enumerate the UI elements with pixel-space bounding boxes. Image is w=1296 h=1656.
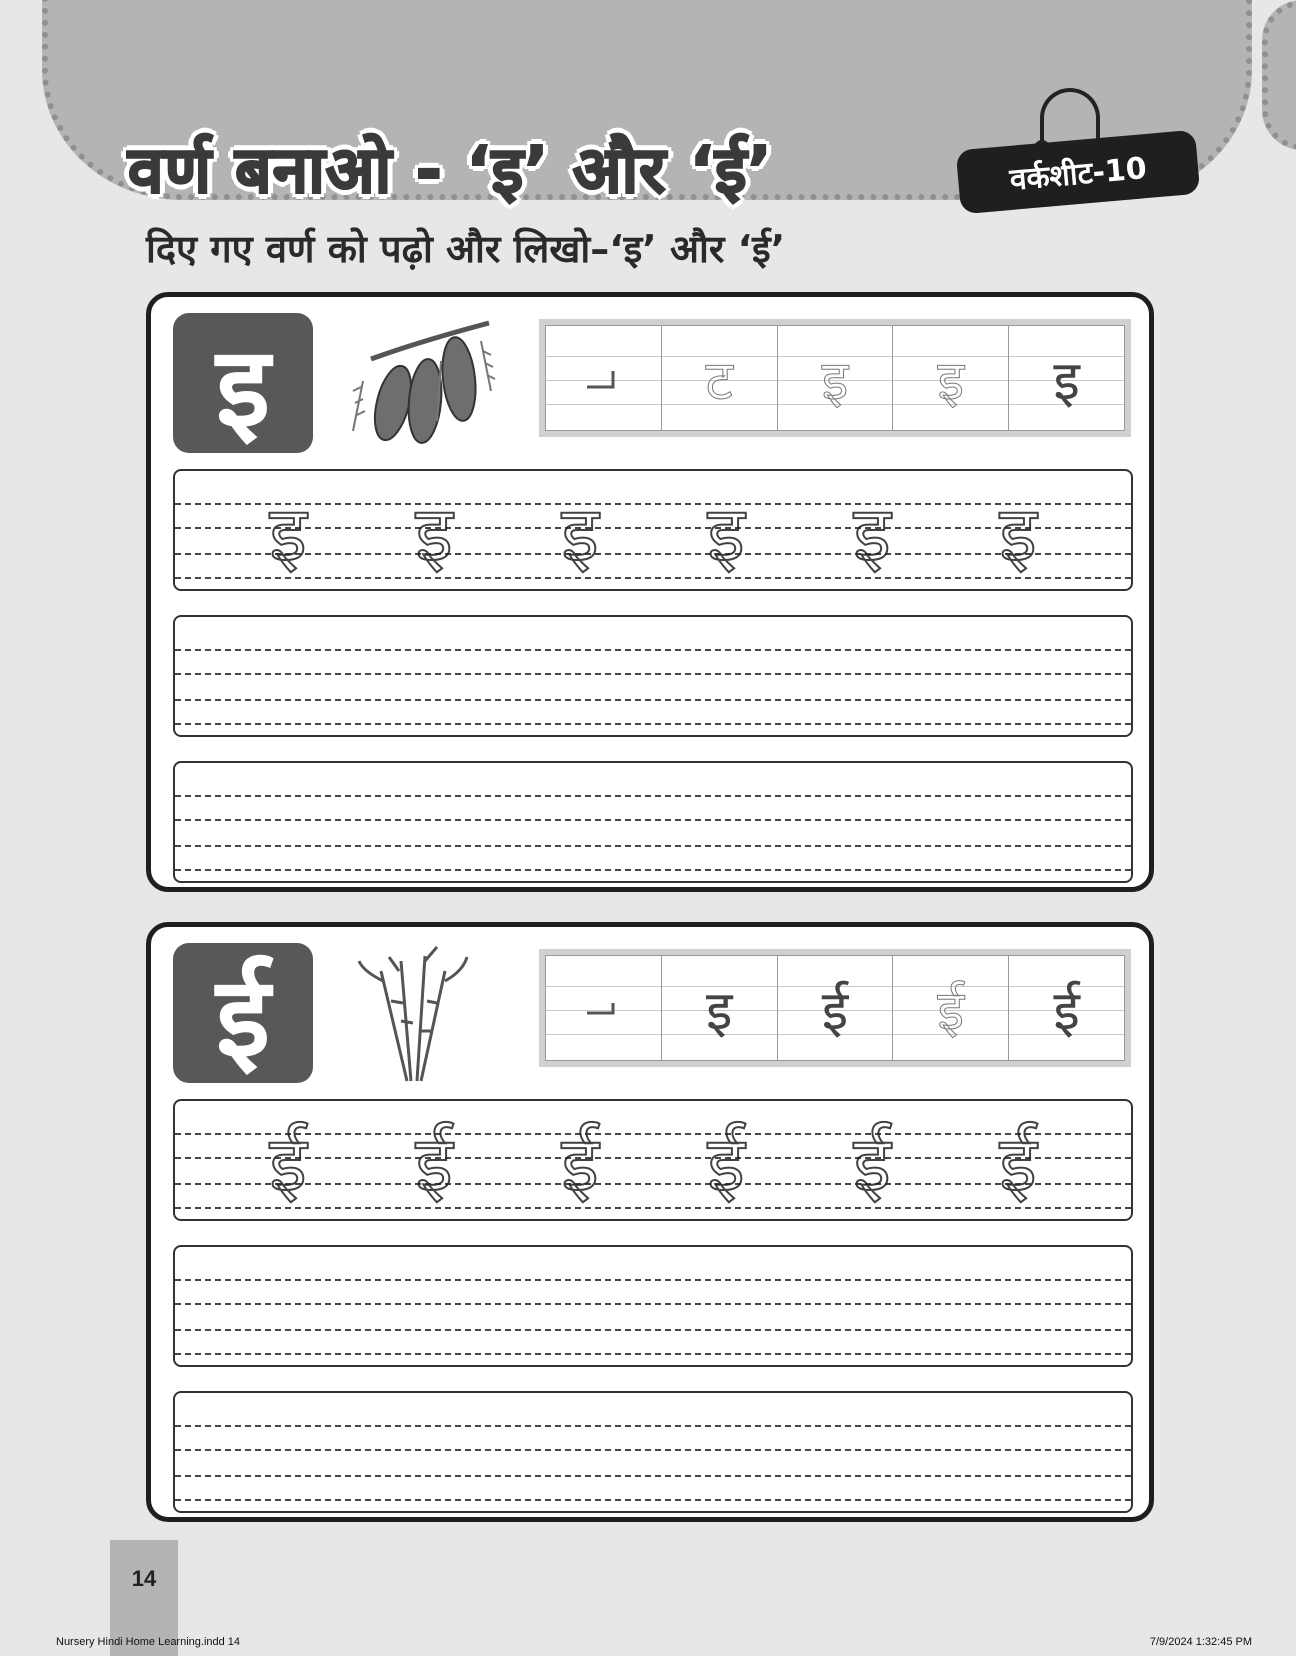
stroke-step: इ xyxy=(1053,349,1080,412)
trace-letter: ई xyxy=(853,1119,891,1208)
writing-line-box[interactable] xyxy=(173,761,1133,883)
stroke-step: इ xyxy=(778,326,894,430)
stroke-step: ई xyxy=(893,956,1009,1060)
stroke-step xyxy=(546,956,662,1060)
stroke-order-grid xyxy=(539,319,1131,437)
header-cloud-edge xyxy=(1262,0,1296,150)
trace-letter: ई xyxy=(561,1119,599,1208)
stroke-order-grid xyxy=(539,949,1131,1067)
footer-file-name: Nursery Hindi Home Learning.indd 14 xyxy=(56,1636,241,1648)
stroke-step: इ xyxy=(893,326,1009,430)
stroke-start-mark xyxy=(583,363,623,393)
trace-line-box[interactable] xyxy=(173,1099,1133,1221)
stroke-start-mark xyxy=(583,993,623,1023)
letter-tile: ई xyxy=(173,943,313,1083)
stroke-step: ट xyxy=(662,326,778,430)
stroke-step: इ xyxy=(662,956,778,1060)
trace-letter: ई xyxy=(269,1119,307,1208)
stroke-step xyxy=(546,326,662,430)
writing-line-box[interactable] xyxy=(173,1391,1133,1513)
page-number: 14 xyxy=(131,1566,157,1591)
trace-letter: ई xyxy=(999,1119,1037,1208)
imli-tamarind-icon xyxy=(341,311,501,456)
trace-line-box[interactable] xyxy=(173,469,1133,591)
trace-letter: ई xyxy=(415,1119,453,1208)
stroke-step: ई xyxy=(778,956,894,1060)
trace-letter: इ xyxy=(853,489,891,578)
trace-letter: इ xyxy=(707,489,745,578)
worksheet-tag xyxy=(958,88,1198,228)
writing-line-box[interactable] xyxy=(173,1245,1133,1367)
stroke-step: ई xyxy=(1053,979,1080,1042)
trace-letter: इ xyxy=(269,489,307,578)
letter-panel-ii xyxy=(146,922,1154,1522)
letter-panel-i xyxy=(146,292,1154,892)
footer-timestamp: 7/9/2024 1:32:45 PM xyxy=(1149,1636,1252,1648)
trace-letter: इ xyxy=(415,489,453,578)
trace-letter: इ xyxy=(561,489,599,578)
trace-letter: ई xyxy=(707,1119,745,1208)
page-title: वर्ण बनाओ - ‘इ’ और ‘ई’ xyxy=(128,134,773,208)
ganna-sugarcane-icon xyxy=(341,941,501,1086)
worksheet-label: वर्कशीट-10 xyxy=(956,130,1201,215)
trace-letter: इ xyxy=(999,489,1037,578)
letter-tile: इ xyxy=(173,313,313,453)
instruction-text: दिए गए वर्ण को पढ़ो और लिखो–‘इ’ और ‘ई’ xyxy=(146,227,786,271)
writing-line-box[interactable] xyxy=(173,615,1133,737)
